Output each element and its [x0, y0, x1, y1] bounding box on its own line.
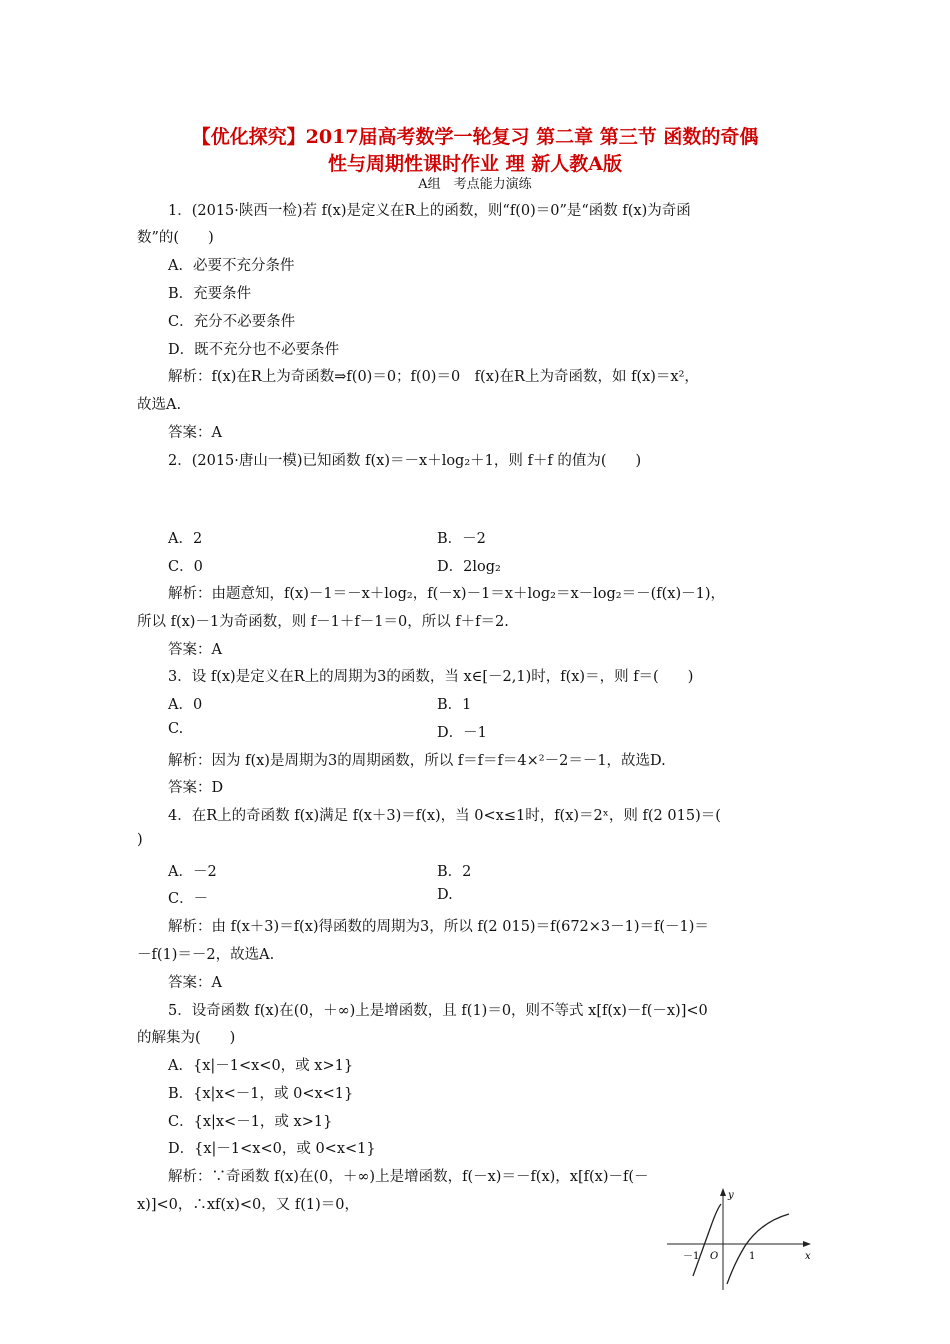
q4-option-c: C．－: [168, 891, 209, 907]
q4-option-d: D.: [437, 887, 453, 903]
title-line-2: 性与周期性课时作业 理 新人教A版: [328, 153, 622, 175]
q4-option-a: A．－2: [168, 864, 217, 880]
q2-stem: 2．(2015·唐山一模)已知函数 f(x)＝－x＋log₂＋1，则 f＋f 的值为( ): [168, 453, 642, 469]
q4-stem-line2: ): [137, 832, 143, 848]
q2-option-b: B．－2: [437, 531, 486, 547]
q2-option-d: D．2log₂: [437, 559, 501, 575]
q4-option-b: B．2: [437, 864, 472, 880]
q1-answer: 答案：A: [168, 425, 222, 441]
curve-negative-branch: [693, 1204, 721, 1276]
q5-analysis-line1: 解析：∵奇函数 f(x)在(0，＋∞)上是增函数，f(－x)＝－f(x)，x[f(x)－f(－: [168, 1169, 649, 1185]
q4-stem-line1: 4．在R上的奇函数 f(x)满足 f(x＋3)＝f(x)，当 0<x≤1时，f(x)＝2ˣ，则 f(2 015)＝(: [168, 808, 721, 824]
neg-one-label: －1: [683, 1251, 700, 1262]
q1-stem-line2: 数”的( ): [137, 230, 214, 246]
curve-positive-branch: [727, 1214, 789, 1284]
function-graph: [665, 1184, 815, 1294]
q4-analysis-line2: －f(1)＝－2，故选A.: [137, 947, 275, 963]
section-subtitle: A组 考点能力演练: [418, 177, 532, 192]
q3-stem: 3．设 f(x)是定义在R上的周期为3的函数，当 x∈[－2,1)时，f(x)＝，则 f＝( ): [168, 669, 694, 685]
q3-option-b: B．1: [437, 697, 472, 713]
q5-option-b: B．{x|x<－1，或 0<x<1}: [168, 1086, 354, 1102]
q5-option-c: C．{x|x<－1，或 x>1}: [168, 1114, 333, 1130]
origin-label: O: [710, 1251, 719, 1262]
q1-analysis-line1: 解析：f(x)在R上为奇函数⇒f(0)＝0；f(0)＝0 f(x)在R上为奇函数，如 f(x)＝x²，: [168, 369, 699, 385]
q5-stem-line1: 5．设奇函数 f(x)在(0，＋∞)上是增函数，且 f(1)＝0，则不等式 x[f(x)－f(－x)]<0: [168, 1003, 708, 1019]
q1-option-d: D．既不充分也不必要条件: [168, 342, 340, 358]
q4-answer: 答案：A: [168, 975, 222, 991]
document-title: [120, 124, 830, 178]
q5-option-a: A．{x|－1<x<0，或 x>1}: [168, 1058, 354, 1074]
q1-stem-line1: 1．(2015·陕西一检)若 f(x)是定义在R上的函数，则“f(0)＝0”是“函数 f(x)为奇函: [168, 203, 691, 219]
q2-option-a: A．2: [168, 531, 203, 547]
q2-option-c: C．0: [168, 559, 203, 575]
q3-option-d: D．－1: [437, 725, 487, 741]
q5-option-d: D．{x|－1<x<0，或 0<x<1}: [168, 1141, 376, 1157]
q5-analysis-line2: x)]<0，∴xf(x)<0，又 f(1)＝0，: [137, 1197, 360, 1213]
q3-answer: 答案：D: [168, 780, 224, 796]
q2-analysis-line1: 解析：由题意知，f(x)－1＝－x＋log₂，f(－x)－1＝x＋log₂＝x－log₂＝－(f(x)－1)，: [168, 586, 725, 602]
q4-analysis-line1: 解析：由 f(x＋3)＝f(x)得函数的周期为3，所以 f(2 015)＝f(672×3－1)＝f(－1)＝: [168, 919, 709, 935]
x-axis-arrow-icon: [803, 1241, 811, 1247]
q3-option-c: C.: [168, 721, 184, 737]
y-axis-label: y: [728, 1190, 734, 1201]
q2-analysis-line2: 所以 f(x)－1为奇函数，则 f－1＋f－1＝0，所以 f＋f＝2.: [137, 614, 509, 630]
y-axis-arrow-icon: [720, 1188, 726, 1196]
q2-answer: 答案：A: [168, 642, 222, 658]
q1-option-c: C．充分不必要条件: [168, 314, 296, 330]
q1-option-a: A．必要不充分条件: [168, 258, 295, 274]
title-line-1: 【优化探究】2017届高考数学一轮复习 第二章 第三节 函数的奇偶: [191, 126, 759, 148]
q1-analysis-line2: 故选A.: [137, 397, 182, 413]
x-axis-label: x: [805, 1251, 811, 1262]
q1-option-b: B．充要条件: [168, 286, 252, 302]
q3-analysis: 解析：因为 f(x)是周期为3的周期函数，所以 f＝f＝f＝4×²－2＝－1，故选D.: [168, 753, 666, 769]
q5-stem-line2: 的解集为( ): [137, 1030, 236, 1046]
q3-option-a: A．0: [168, 697, 203, 713]
one-label: 1: [749, 1251, 756, 1262]
